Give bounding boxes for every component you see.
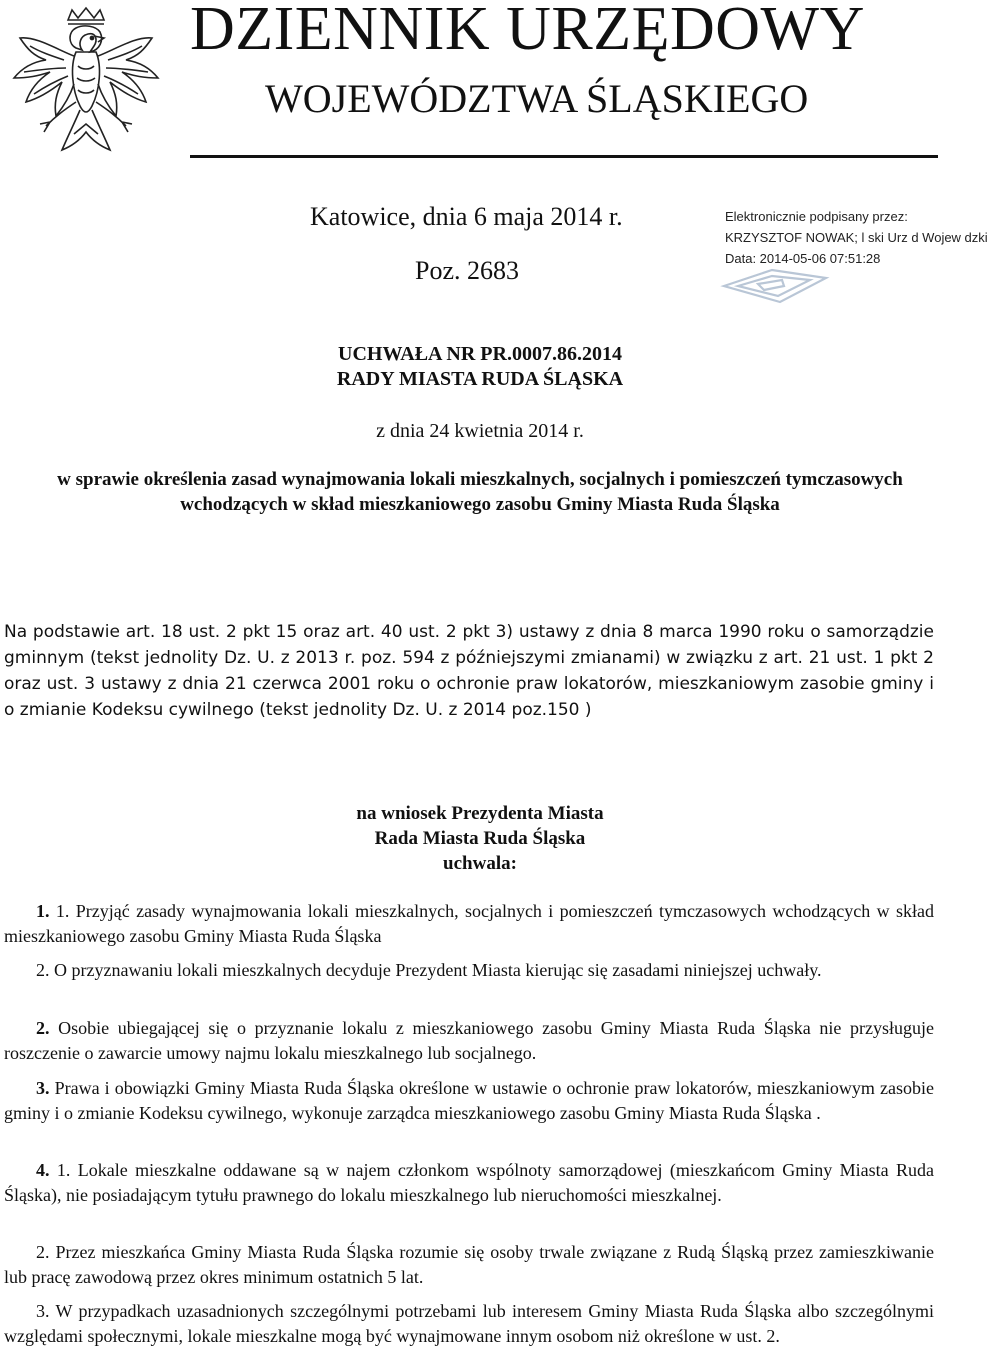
paragraph-mark: 1. [36, 901, 50, 921]
paragraph-mark: 2. [36, 1018, 50, 1038]
paragraph-1 [4, 899, 934, 949]
publication-title: DZIENNIK URZĘDOWY [190, 0, 865, 63]
position-number: Poz. 2683 [415, 256, 519, 285]
paragraph-mark: 3. [36, 1078, 50, 1098]
publication-subtitle: WOJEWÓDZTWA ŚLĄSKIEGO [265, 76, 809, 121]
paragraph-4 [4, 1158, 934, 1208]
paragraph-1-point-2: 2. O przyznawaniu lokali mieszkalnych decyduje Prezydent Miasta kierując się zasadami niniejszej uchwały. [36, 960, 822, 980]
signature-date: Data: 2014-05-06 07:51:28 [725, 251, 881, 266]
paragraph-text: Prawa i obowiązki Gminy Miasta Ruda Śląska określone w ustawie o ochronie praw lokatorów, mieszkaniowym zasobie gminy i o zmianie Kodeksu cywilnego, wykonuje zarządca mieszkaniowego zasobu Gminy Miasta Ruda Śląska . [4, 1078, 934, 1123]
resolution-subject-line-2: wchodzących w skład mieszkaniowego zasobu Gminy Miasta Ruda Śląska [180, 494, 780, 515]
enacting-line-2: Rada Miasta Ruda Śląska [374, 828, 586, 849]
paragraph-4-point-3: 3. W przypadkach uzasadnionych szczególnymi potrzebami lub interesem Gminy Miasta Ruda Śląska albo szczególnymi względami społecznymi, lokale mieszkalne mogą być wynajmowane innym osobom niż określone w ust. 2. [4, 1301, 934, 1346]
resolution-subject-line-1: w sprawie określenia zasad wynajmowania lokali mieszkalnych, socjalnych i pomieszczeń tymczasowych [57, 469, 903, 490]
publication-date: Katowice, dnia 6 maja 2014 r. [310, 202, 623, 231]
legal-basis-preamble: Na podstawie art. 18 ust. 2 pkt 15 oraz art. 40 ust. 2 pkt 3) ustawy z dnia 8 marca 1990 roku o samorządzie gminnym (tekst jednolity Dz. U. z 2013 r. poz. 594 z późniejszymi zmianami) w związku z art. 21 ust. 1 pkt 2 oraz ust. 3 ustawy z dnia 21 czerwca 2001 roku o ochronie praw lokatorów, mieszkaniowym zasobie gminy i o zmianie Kodeksu cywilnego (tekst jednolity Dz. U. z 2014 poz.150 ) [4, 622, 934, 720]
signature-mark-icon [722, 268, 828, 304]
paragraph-4-point-2: 2. Przez mieszkańca Gminy Miasta Ruda Śląska rozumie się osoby trwale związane z Rudą Śląską przez zamieszkiwanie lub pracę zawodową przez okres minimum ostatnich 5 lat. [4, 1242, 934, 1287]
header-divider [190, 155, 938, 158]
paragraph-3 [4, 1076, 934, 1126]
paragraph-text: 1. Przyjąć zasady wynajmowania lokali mieszkalnych, socjalnych i pomieszczeń tymczasowych wchodzących w skład mieszkaniowego zasobu Gminy Miasta Ruda Śląska [4, 901, 934, 946]
resolution-number: UCHWAŁA NR PR.0007.86.2014 [338, 343, 622, 365]
paragraph-mark: 4. [36, 1160, 50, 1180]
enacting-line-1: na wniosek Prezydenta Miasta [356, 803, 604, 824]
resolution-authority: RADY MIASTA RUDA ŚLĄSKA [336, 368, 624, 390]
signature-label: Elektronicznie podpisany przez: [725, 209, 908, 224]
paragraph-2 [4, 1016, 934, 1066]
signature-signer: KRZYSZTOF NOWAK; l ski Urz d Wojew dzki [725, 230, 988, 245]
resolution-date: z dnia 24 kwietnia 2014 r. [376, 420, 584, 442]
polish-eagle-emblem-icon [6, 6, 166, 176]
enacting-line-3: uchwala: [443, 853, 517, 874]
paragraph-text: Osobie ubiegającej się o przyznanie lokalu z mieszkaniowego zasobu Gminy Miasta Ruda Śląska nie przysługuje roszczenie o zawarcie umowy najmu lokalu mieszkalnego lub socjalnego. [4, 1018, 934, 1063]
paragraph-text: 1. Lokale mieszkalne oddawane są w najem członkom wspólnoty samorządowej (mieszkańcom Gminy Miasta Ruda Śląska), nie posiadającym tytułu prawnego do lokalu mieszkalnego lub nieruchomości mieszkalnej. [4, 1160, 934, 1205]
